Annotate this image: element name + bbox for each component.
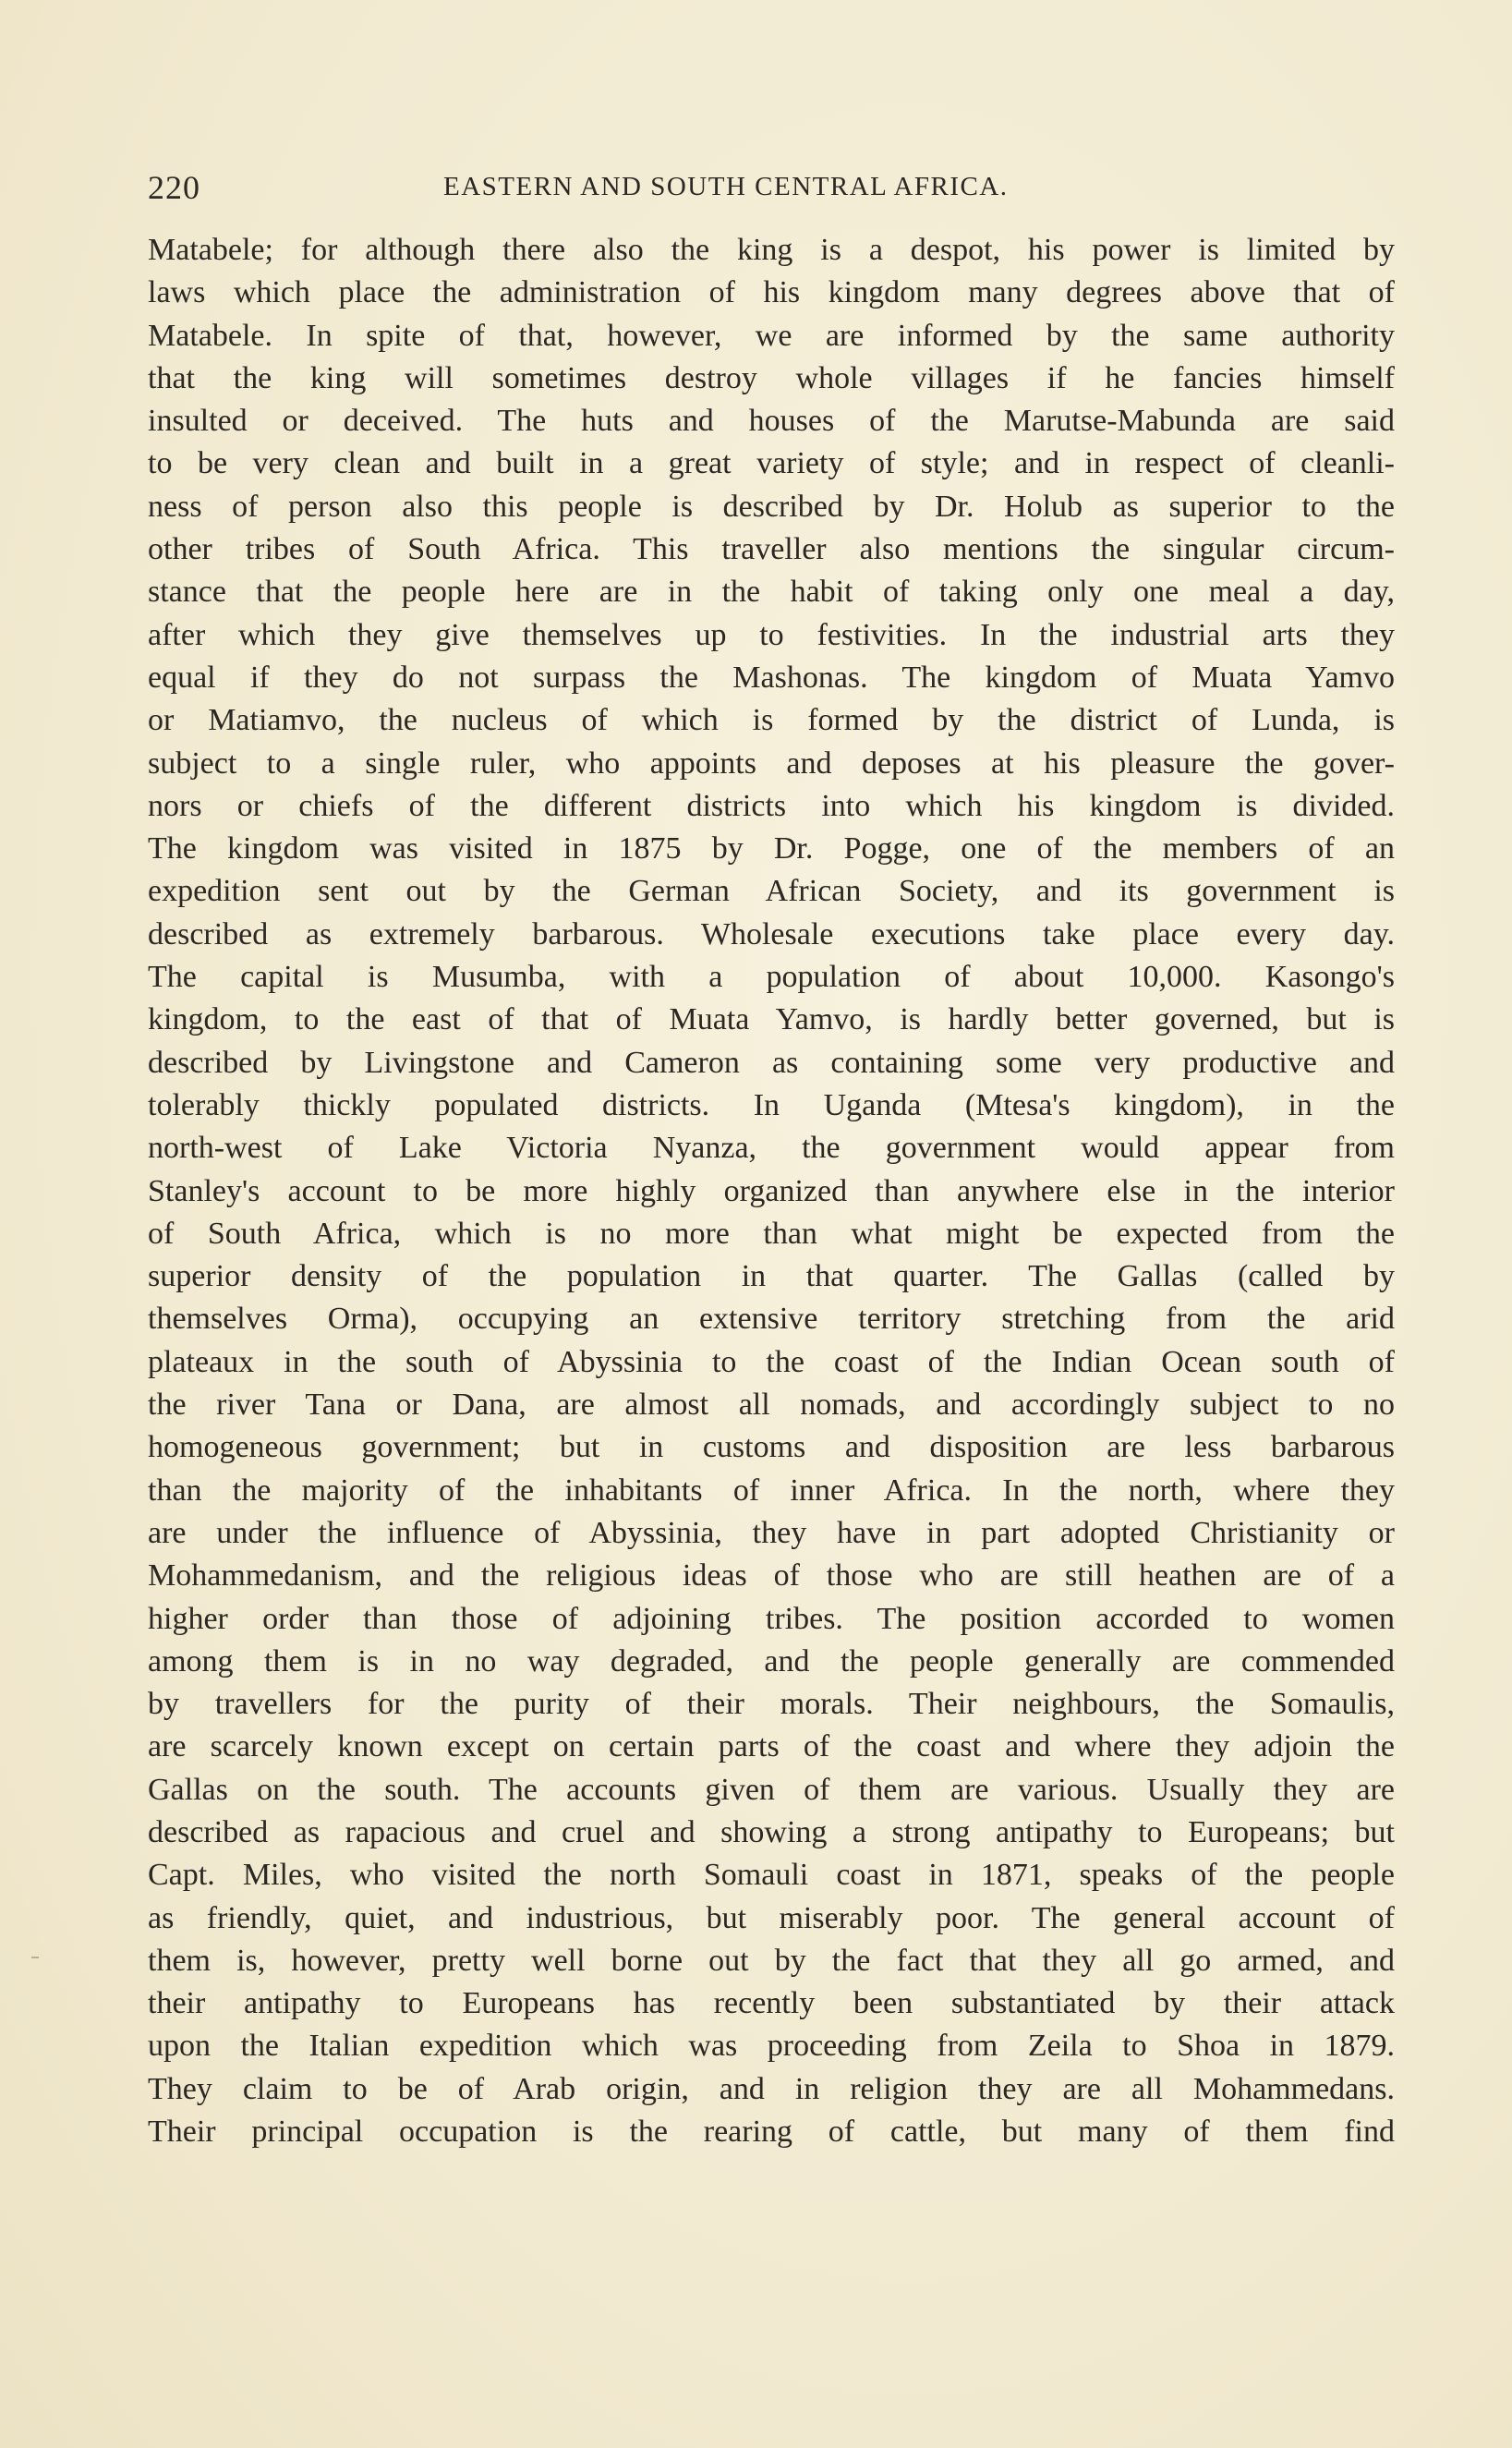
text-line: subject to a single ruler, who appoints and deposes at his pleasure the gover-: [148, 745, 1395, 781]
text-line: homogeneous government; but in customs and disposition are less barbarous: [148, 1430, 1395, 1465]
text-line: higher order than those of adjoining tribes. The position accorded to women: [148, 1601, 1395, 1636]
text-line: that the king will sometimes destroy whole villages if he fancies himself: [148, 360, 1395, 395]
text-line: kingdom, to the east of that of Muata Yamvo, is hardly better governed, but is: [148, 1002, 1395, 1037]
text-line: ness of person also this people is described by Dr. Holub as superior to the: [148, 489, 1395, 524]
text-line: described as rapacious and cruel and showing a strong antipathy to Europeans; but: [148, 1814, 1395, 1849]
text-line: of South Africa, which is no more than what might be expected from the: [148, 1216, 1395, 1251]
text-line: after which they give themselves up to festivities. In the industrial arts they: [148, 617, 1395, 652]
text-line: Capt. Miles, who visited the north Somauli coast in 1871, speaks of the people: [148, 1858, 1395, 1893]
text-line: north-west of Lake Victoria Nyanza, the government would appear from: [148, 1131, 1395, 1166]
text-line: nors or chiefs of the different districts into which his kingdom is divided.: [148, 788, 1395, 823]
running-head: [148, 157, 1395, 212]
text-line: the river Tana or Dana, are almost all nomads, and accordingly subject to no: [148, 1388, 1395, 1423]
text-line: equal if they do not surpass the Mashonas. The kingdom of Muata Yamvo: [148, 660, 1395, 695]
text-line: expedition sent out by the German African Society, and its government is: [148, 874, 1395, 909]
text-line: or Matiamvo, the nucleus of which is formed by the district of Lunda, is: [148, 703, 1395, 738]
text-line: Their principal occupation is the rearing of cattle, but many of them find: [148, 2115, 1395, 2150]
text-line: other tribes of South Africa. This traveller also mentions the singular circum-: [148, 532, 1395, 567]
chapter-title: EASTERN AND SOUTH CENTRAL AFRICA.: [443, 172, 1009, 201]
text-line: The kingdom was visited in 1875 by Dr. Pogge, one of the members of an: [148, 831, 1395, 866]
text-line: Gallas on the south. The accounts given of them are various. Usually they are: [148, 1772, 1395, 1807]
text-line: described as extremely barbarous. Wholesale executions take place every day.: [148, 916, 1395, 951]
text-line: described by Livingstone and Cameron as containing some very productive and: [148, 1045, 1395, 1080]
text-line: as friendly, quiet, and industrious, but miserably poor. The general account of: [148, 1900, 1395, 1935]
body-text: [148, 229, 1395, 2153]
text-line: superior density of the population in that quarter. The Gallas (called by: [148, 1259, 1395, 1294]
text-line: plateaux in the south of Abyssinia to the coast of the Indian Ocean south of: [148, 1344, 1395, 1379]
text-line: insulted or deceived. The huts and houses of the Marutse-Mabunda are said: [148, 404, 1395, 439]
text-line: are scarcely known except on certain parts of the coast and where they adjoin the: [148, 1729, 1395, 1764]
book-page: [148, 157, 1395, 2150]
text-line: Mohammedanism, and the religious ideas of those who are still heathen are of a: [148, 1558, 1395, 1594]
text-line: stance that the people here are in the habit of taking only one meal a day,: [148, 575, 1395, 610]
text-line: than the majority of the inhabitants of inner Africa. In the north, where they: [148, 1472, 1395, 1508]
text-line: upon the Italian expedition which was proceeding from Zeila to Shoa in 1879.: [148, 2029, 1395, 2064]
text-line: them is, however, pretty well borne out by the fact that they all go armed, and: [148, 1943, 1395, 1978]
text-line: The capital is Musumba, with a population of about 10,000. Kasongo's: [148, 960, 1395, 995]
text-line: laws which place the administration of his kingdom many degrees above that of: [148, 275, 1395, 310]
text-line: tolerably thickly populated districts. In Uganda (Mtesa's kingdom), in the: [148, 1087, 1395, 1122]
text-line: They claim to be of Arab origin, and in religion they are all Mohammedans.: [148, 2071, 1395, 2106]
text-line: their antipathy to Europeans has recently been substantiated by their attack: [148, 1986, 1395, 2021]
text-line: themselves Orma), occupying an extensive territory stretching from the arid: [148, 1302, 1395, 1337]
text-line: Matabele. In spite of that, however, we are informed by the same authority: [148, 318, 1395, 353]
margin-mark: [31, 1957, 39, 1958]
page-number: 220: [148, 169, 200, 206]
text-line: are under the influence of Abyssinia, they have in part adopted Christianity or: [148, 1515, 1395, 1550]
text-line: Stanley's account to be more highly organized than anywhere else in the interior: [148, 1173, 1395, 1208]
text-line: among them is in no way degraded, and the people generally are commended: [148, 1643, 1395, 1678]
text-line: by travellers for the purity of their morals. Their neighbours, the Somaulis,: [148, 1687, 1395, 1722]
text-line: to be very clean and built in a great variety of style; and in respect of cleanli-: [148, 446, 1395, 481]
text-line: Matabele; for although there also the king is a despot, his power is limited by: [148, 233, 1395, 267]
